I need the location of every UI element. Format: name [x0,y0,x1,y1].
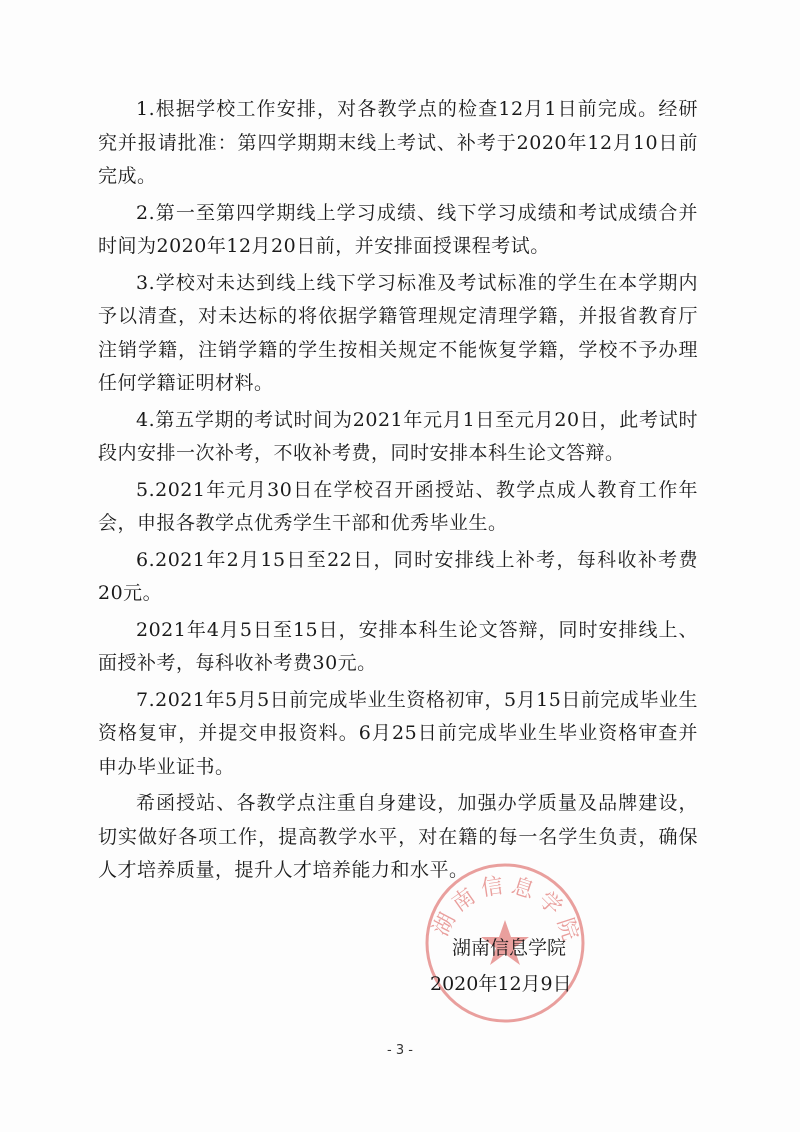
paragraph-closing: 希函授站、各教学点注重自身建设，加强办学质量及品牌建设，切实做好各项工作，提高教学水平，对在籍的每一名学生负责，确保人才培养质量，提升人才培养能力和水平。 [98,792,698,881]
page-number: - 3 - [387,1043,413,1058]
signature-date: 2020年12月9日 [430,973,572,995]
paragraph-4: 4.第五学期的考试时间为2021年元月1日至元月20日，此考试时段内安排一次补考，不收补考费，同时安排本科生论文答辩。 [98,408,698,464]
paragraph-6b: 2021年4月5日至15日，安排本科生论文答辩，同时安排线上、面授补考，每科收补考费30元。 [98,618,698,674]
paragraph-7: 7.2021年5月5日前完成毕业生资格初审，5月15日前完成毕业生资格复审，并提交申报资料。6月25日前完成毕业生毕业资格审查并申办毕业证书。 [98,688,698,778]
paragraph-6: 6.2021年2月15日至22日，同时安排线上补考，每科收补考费20元。 [98,548,698,604]
document-body [98,93,698,891]
paragraph-3: 3.学校对未达到线上线下学习标准及考试标准的学生在本学期内予以清查，对未达标的将依据学籍管理规定清理学籍，并报省教育厅注销学籍，注销学籍的学生按相关规定不能恢复学籍，学校不予办理任何学籍证明材料。 [98,271,698,394]
paragraph-1: 1.根据学校工作安排，对各教学点的检查12月1日前完成。经研究并报请批准：第四学期期末线上考试、补考于2020年12月10日前完成。 [98,98,698,187]
paragraph-5: 5.2021年元月30日在学校召开函授站、教学点成人教育工作年会，申报各教学点优秀学生干部和优秀毕业生。 [98,478,698,534]
seal-text: 湖南信息学院 [428,872,585,950]
paragraph-2: 2.第一至第四学期线上学习成绩、线下学习成绩和考试成绩合并时间为2020年12月20日前，并安排面授课程考试。 [98,201,698,257]
signature-block [430,930,670,1002]
signature-organization: 湖南信息学院 [452,937,567,959]
